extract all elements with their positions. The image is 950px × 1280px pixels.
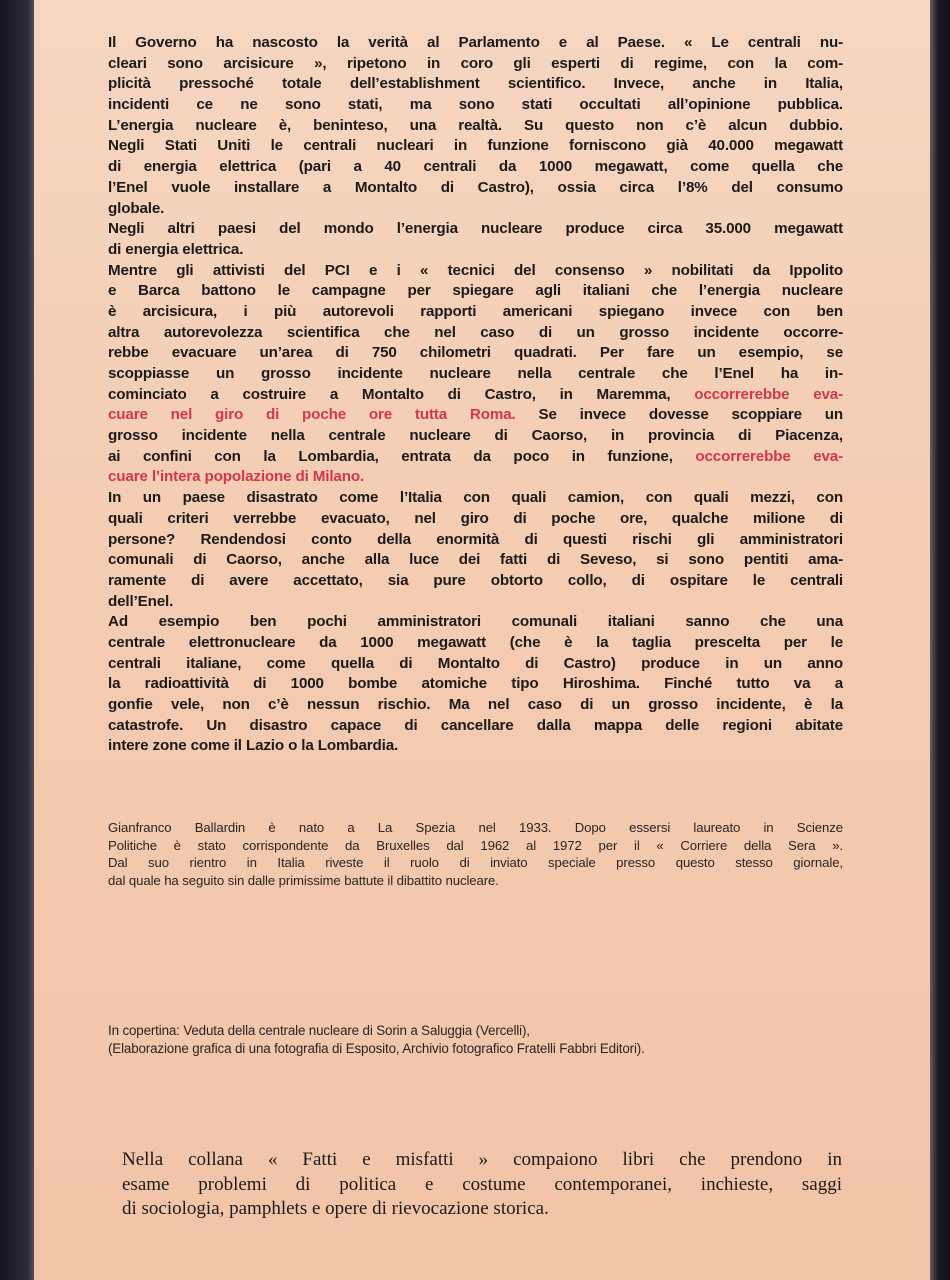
text-line [108,837,843,855]
text-line [108,674,843,695]
text-segment: la radioattività di 1000 bombe atomiche tipo Hiroshima. Finché tutto va a [108,675,843,693]
text-line [108,654,843,675]
text-line [108,612,843,633]
text-segment: plicità pressoché totale dell’establishment scientifico. Invece, anche in Italia, [108,75,843,93]
text-line [108,736,843,757]
text-line [108,447,843,468]
text-segment: e Barca battono le campagne per spiegare agli italiani che l’energia nucleare [108,282,843,300]
text-segment: Nella collana « Fatti e misfatti » compaiono libri che prendono in [122,1149,842,1170]
text-segment: (Elaborazione grafica di una fotografia di Esposito, Archivio fotografico Fratelli Fabbri Editori). [108,1041,645,1056]
text-line [108,178,843,199]
text-segment: altra autorevolezza scientifica che nel caso di un grosso incidente occorre- [108,323,843,341]
text-line [108,405,843,426]
text-line [108,240,843,261]
text-line [108,716,843,737]
text-segment: di sociologia, pamphlets e opere di rievocazione storica. [122,1198,549,1219]
text-line [108,488,843,509]
text-line [108,509,843,530]
text-segment: Negli Stati Uniti le centrali nucleari in funzione forniscono già 40.000 megawatt [108,137,843,155]
book-spine-edge-left [0,0,34,1280]
text-segment: In copertina: Veduta della centrale nucleare di Sorin a Saluggia (Vercelli), [108,1023,530,1038]
text-line [108,1022,868,1040]
text-line [108,33,843,54]
text-line [108,343,843,364]
text-segment: catastrofe. Un disastro capace di cancellare dalla mappa delle regioni abitate [108,716,843,734]
text-line [108,116,843,137]
text-segment: ai confini con la Lombardia, entrata da poco in funzione, [108,447,696,465]
text-line [122,1148,842,1173]
text-segment: Mentre gli attivisti del PCI e i « tecnici del consenso » nobilitati da Ippolito [108,261,843,279]
text-line [108,426,843,447]
text-segment: centrale elettronucleare da 1000 megawatt (che è la taglia prescelta per le [108,633,843,651]
text-segment: di energia elettrica (pari a 40 centrali da 1000 megawatt, come quella che [108,158,843,176]
text-segment: quali criteri verrebbe evacuato, nel giro di poche ore, qualche milione di [108,509,843,527]
cover-caption [108,1022,868,1058]
text-segment: dal quale ha seguito sin dalle primissime battute il dibattito nucleare. [108,872,499,888]
highlighted-text: occorrerebbe eva- [695,447,844,465]
text-line [108,261,843,282]
text-line [108,136,843,157]
text-segment: globale. [108,199,165,217]
text-line [108,74,843,95]
text-line [108,95,843,116]
highlighted-text: cuare l’intera popolazione di Milano. [108,468,365,486]
text-segment: Negli altri paesi del mondo l’energia nucleare produce circa 35.000 megawatt [108,220,843,238]
text-segment: incidenti ce ne sono stati, ma sono stati occultati all’opinione pubblica. [108,96,843,114]
text-line [108,302,843,323]
text-line [108,1040,868,1058]
text-line [108,364,843,385]
text-line [108,592,843,613]
text-line [108,157,843,178]
text-segment: In un paese disastrato come l’Italia con quali camion, con quali mezzi, con [108,489,843,507]
text-segment: intere zone come il Lazio o la Lombardia. [108,737,399,755]
text-segment: Dal suo rientro in Italia riveste il ruolo di inviato speciale presso questo stesso giornale, [108,855,843,871]
text-line [108,872,843,890]
text-line [108,633,843,654]
text-segment: scoppiasse un grosso incidente nucleare nella centrale che l’Enel ha in- [108,365,843,382]
text-segment: Se invece dovesse scoppiare un [515,406,843,424]
text-line [108,571,843,592]
text-line [108,281,843,302]
text-segment: L’energia nucleare è, beninteso, una realtà. Su questo non c’è alcun dubbio. [108,116,843,134]
text-segment: ramente di avere accettato, sia pure obtorto collo, di ospitare le centrali [108,571,843,589]
text-line [108,550,843,571]
text-line [122,1173,842,1198]
text-segment: Politiche è stato corrispondente da Bruxelles dal 1962 al 1972 per il « Corriere della Sera ». [108,837,843,853]
text-segment: di energia elettrica. [108,240,244,258]
author-bio [108,819,843,889]
text-line [108,854,843,872]
highlighted-text: cuare nel giro di poche ore tutta Roma. [108,406,516,424]
text-segment: grosso incidente nella centrale nucleare di Caorso, in provincia di Piacenza, [108,427,843,445]
text-line [108,695,843,716]
text-segment: gonfie vele, non c’è nessun rischio. Ma nel caso di un grosso incidente, è la [108,696,843,713]
text-line [108,385,843,406]
text-line [108,54,843,75]
main-text-block [108,33,843,757]
text-line [108,323,843,344]
text-segment: cominciato a costruire a Montalto di Castro, in Maremma, [108,385,695,403]
text-segment: Il Governo ha nascosto la verità al Parlamento e al Paese. « Le centrali nu- [108,34,843,51]
text-line [108,467,843,488]
text-segment: comunali di Caorso, anche alla luce dei fatti di Seveso, si sono pentiti ama- [108,551,843,569]
text-line [108,219,843,240]
highlighted-text: occorrerebbe eva- [694,385,843,403]
text-line [108,819,843,837]
text-segment: Gianfranco Ballardin è nato a La Spezia nel 1933. Dopo essersi laureato in Scienze [108,820,843,835]
series-note [122,1148,842,1222]
text-segment: rebbe evacuare un’area di 750 chilometri quadrati. Per fare un esempio, se [108,344,843,362]
book-edge-right [930,0,950,1280]
text-line [108,199,843,220]
text-segment: cleari sono arcisicure », ripetono in coro gli esperti di regime, con la com- [108,54,843,72]
text-segment: centrali italiane, come quella di Montalto di Castro) produce in un anno [108,654,843,672]
text-segment: Ad esempio ben pochi amministratori comunali italiani sanno che una [108,613,843,631]
text-segment: persone? Rendendosi conto della enormità di questi rischi gli amministratori [108,530,843,548]
text-segment: dell’Enel. [108,592,174,610]
text-segment: è arcisicura, i più autorevoli rapporti americani spiegano invece con ben [108,302,843,320]
text-line [108,530,843,551]
text-segment: esame problemi di politica e costume contemporanei, inchieste, saggi [122,1173,842,1195]
text-line [122,1197,842,1222]
text-segment: l’Enel vuole installare a Montalto di Castro), ossia circa l’8% del consumo [108,178,843,196]
